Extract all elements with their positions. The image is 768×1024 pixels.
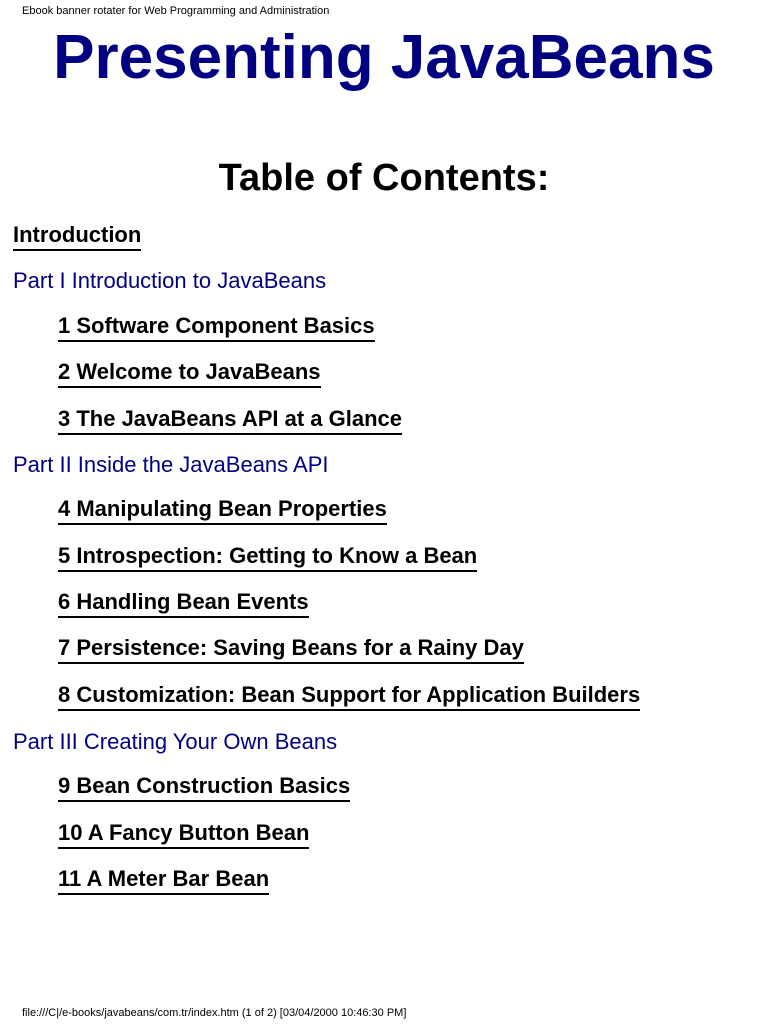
chapter-2-link[interactable]: 2 Welcome to JavaBeans: [58, 359, 321, 388]
toc-entry-chapter-8: [58, 682, 640, 708]
part-2-heading: Part II Inside the JavaBeans API: [13, 452, 329, 477]
toc-entry-chapter-10: [58, 820, 309, 846]
toc-entry-chapter-11: [58, 866, 269, 892]
part-3-heading: Part III Creating Your Own Beans: [13, 729, 338, 754]
chapter-5-link[interactable]: 5 Introspection: Getting to Know a Bean: [58, 543, 477, 572]
footer-path: file:///C|/e-books/javabeans/com.tr/index.htm (1 of 2) [03/04/2000 10:46:30 PM]: [22, 1007, 407, 1019]
chapter-6-link[interactable]: 6 Handling Bean Events: [58, 589, 309, 618]
toc-entry-chapter-6: [58, 589, 309, 615]
toc-entry-chapter-4: [58, 496, 387, 522]
toc-entry-chapter-1: [58, 313, 375, 339]
chapter-11-link[interactable]: 11 A Meter Bar Bean: [58, 866, 269, 895]
toc-entry-chapter-5: [58, 543, 477, 569]
toc-entry-chapter-2: [58, 359, 321, 385]
chapter-9-link[interactable]: 9 Bean Construction Basics: [58, 773, 350, 802]
chapter-4-link[interactable]: 4 Manipulating Bean Properties: [58, 496, 387, 525]
chapter-10-link[interactable]: 10 A Fancy Button Bean: [58, 820, 309, 849]
introduction-link[interactable]: Introduction: [13, 222, 141, 251]
chapter-3-link[interactable]: 3 The JavaBeans API at a Glance: [58, 406, 402, 435]
toc-entry-chapter-7: [58, 635, 524, 661]
toc-entry-introduction: [13, 222, 141, 248]
toc-entry-chapter-9: [58, 773, 350, 799]
chapter-7-link[interactable]: 7 Persistence: Saving Beans for a Rainy Day: [58, 635, 524, 664]
toc-heading: Table of Contents:: [218, 157, 550, 199]
chapter-1-link[interactable]: 1 Software Component Basics: [58, 313, 375, 342]
chapter-8-link[interactable]: 8 Customization: Bean Support for Application Builders: [58, 682, 640, 711]
banner-text: Ebook banner rotater for Web Programming and Administration: [22, 5, 330, 17]
part-1-heading: Part I Introduction to JavaBeans: [13, 268, 327, 293]
book-title: Presenting JavaBeans: [53, 23, 715, 92]
toc-entry-chapter-3: [58, 406, 402, 432]
